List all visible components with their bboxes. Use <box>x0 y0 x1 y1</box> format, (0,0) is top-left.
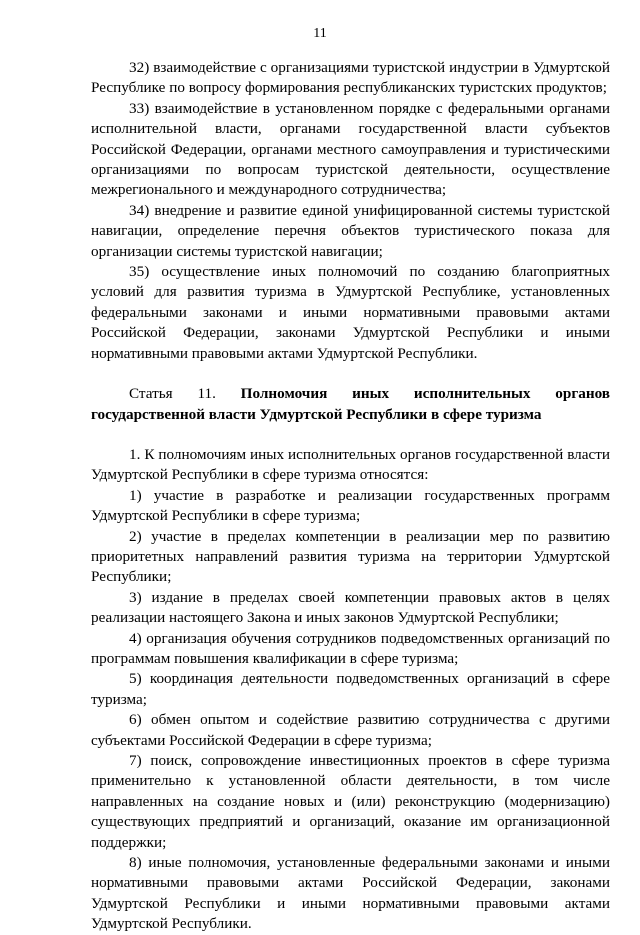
paragraph-item-5: 5) координация деятельности подведомственных организаций в сфере туризма; <box>91 670 610 708</box>
paragraph-item-7: 7) поиск, сопровождение инвестиционных проектов в сфере туризма применительно к установленной области деятельности, в том числе направленных на создание новых и (или) реконструкцию (модернизацию) существующих предприятий и организаций, оказание им организационной поддержки; <box>91 752 610 851</box>
document-body <box>91 58 610 935</box>
paragraph-item-32: 32) взаимодействие с организациями туристской индустрии в Удмуртской Республике по вопросу формирования республиканских туристских продуктов; <box>91 59 610 97</box>
paragraph-item-35: 35) осуществление иных полномочий по созданию благоприятных условий для развития туризма в Удмуртской Республике, установленных федеральными законами и иными нормативными правовыми актами Российской Федерации, законами Удмуртской Республики и иными нормативными правовыми актами Удмуртской Республики. <box>91 263 610 362</box>
paragraph-item-8: 8) иные полномочия, установленные федеральными законами и иными нормативными правовыми актами Российской Федерации, законами Удмуртской Республики и иными нормативными правовыми актами Удмуртской Республики. <box>91 854 610 933</box>
paragraph-item-4: 4) организация обучения сотрудников подведомственных организаций по программам повышения квалификации в сфере туризма; <box>91 629 610 667</box>
paragraph-item-3: 3) издание в пределах своей компетенции правовых актов в целях реализации настоящего Закона и иных законов Удмуртской Республики; <box>91 588 610 627</box>
paragraph-item-6: 6) обмен опытом и содействие развитию сотрудничества с другими субъектами Российской Федерации в сфере туризма; <box>91 711 610 749</box>
paragraph-item-1: 1) участие в разработке и реализации государственных программ Удмуртской Республики в сфере туризма; <box>91 486 610 525</box>
article-number: Статья 11. <box>129 385 241 403</box>
page-number: 11 <box>313 26 327 41</box>
paragraph-item-2: 2) участие в пределах компетенции в реализации мер по развитию приоритетных направлений развития туризма на территории Удмуртской Республики; <box>91 527 610 586</box>
article-heading <box>91 384 610 425</box>
paragraph-item-33: 33) взаимодействие в установленном порядке с федеральными органами исполнительной власти, органами государственной власти субъектов Российской Федерации, органами местного самоуправления и туристическими организациями по вопросам туристской деятельности, осуществление межрегионального и международного сотрудничества; <box>91 99 610 199</box>
article-title: Полномочия иных исполнительных органов государственной власти Удмуртской Республики в сфере туризма <box>91 385 610 423</box>
paragraph-clause-1: 1. К полномочиям иных исполнительных органов государственной власти Удмуртской Республики в сфере туризма относятся: <box>91 445 610 484</box>
paragraph-item-34: 34) внедрение и развитие единой унифицированной системы туристской навигации, определение перечня объектов туристического показа для организации системы туристской навигации; <box>91 201 610 260</box>
